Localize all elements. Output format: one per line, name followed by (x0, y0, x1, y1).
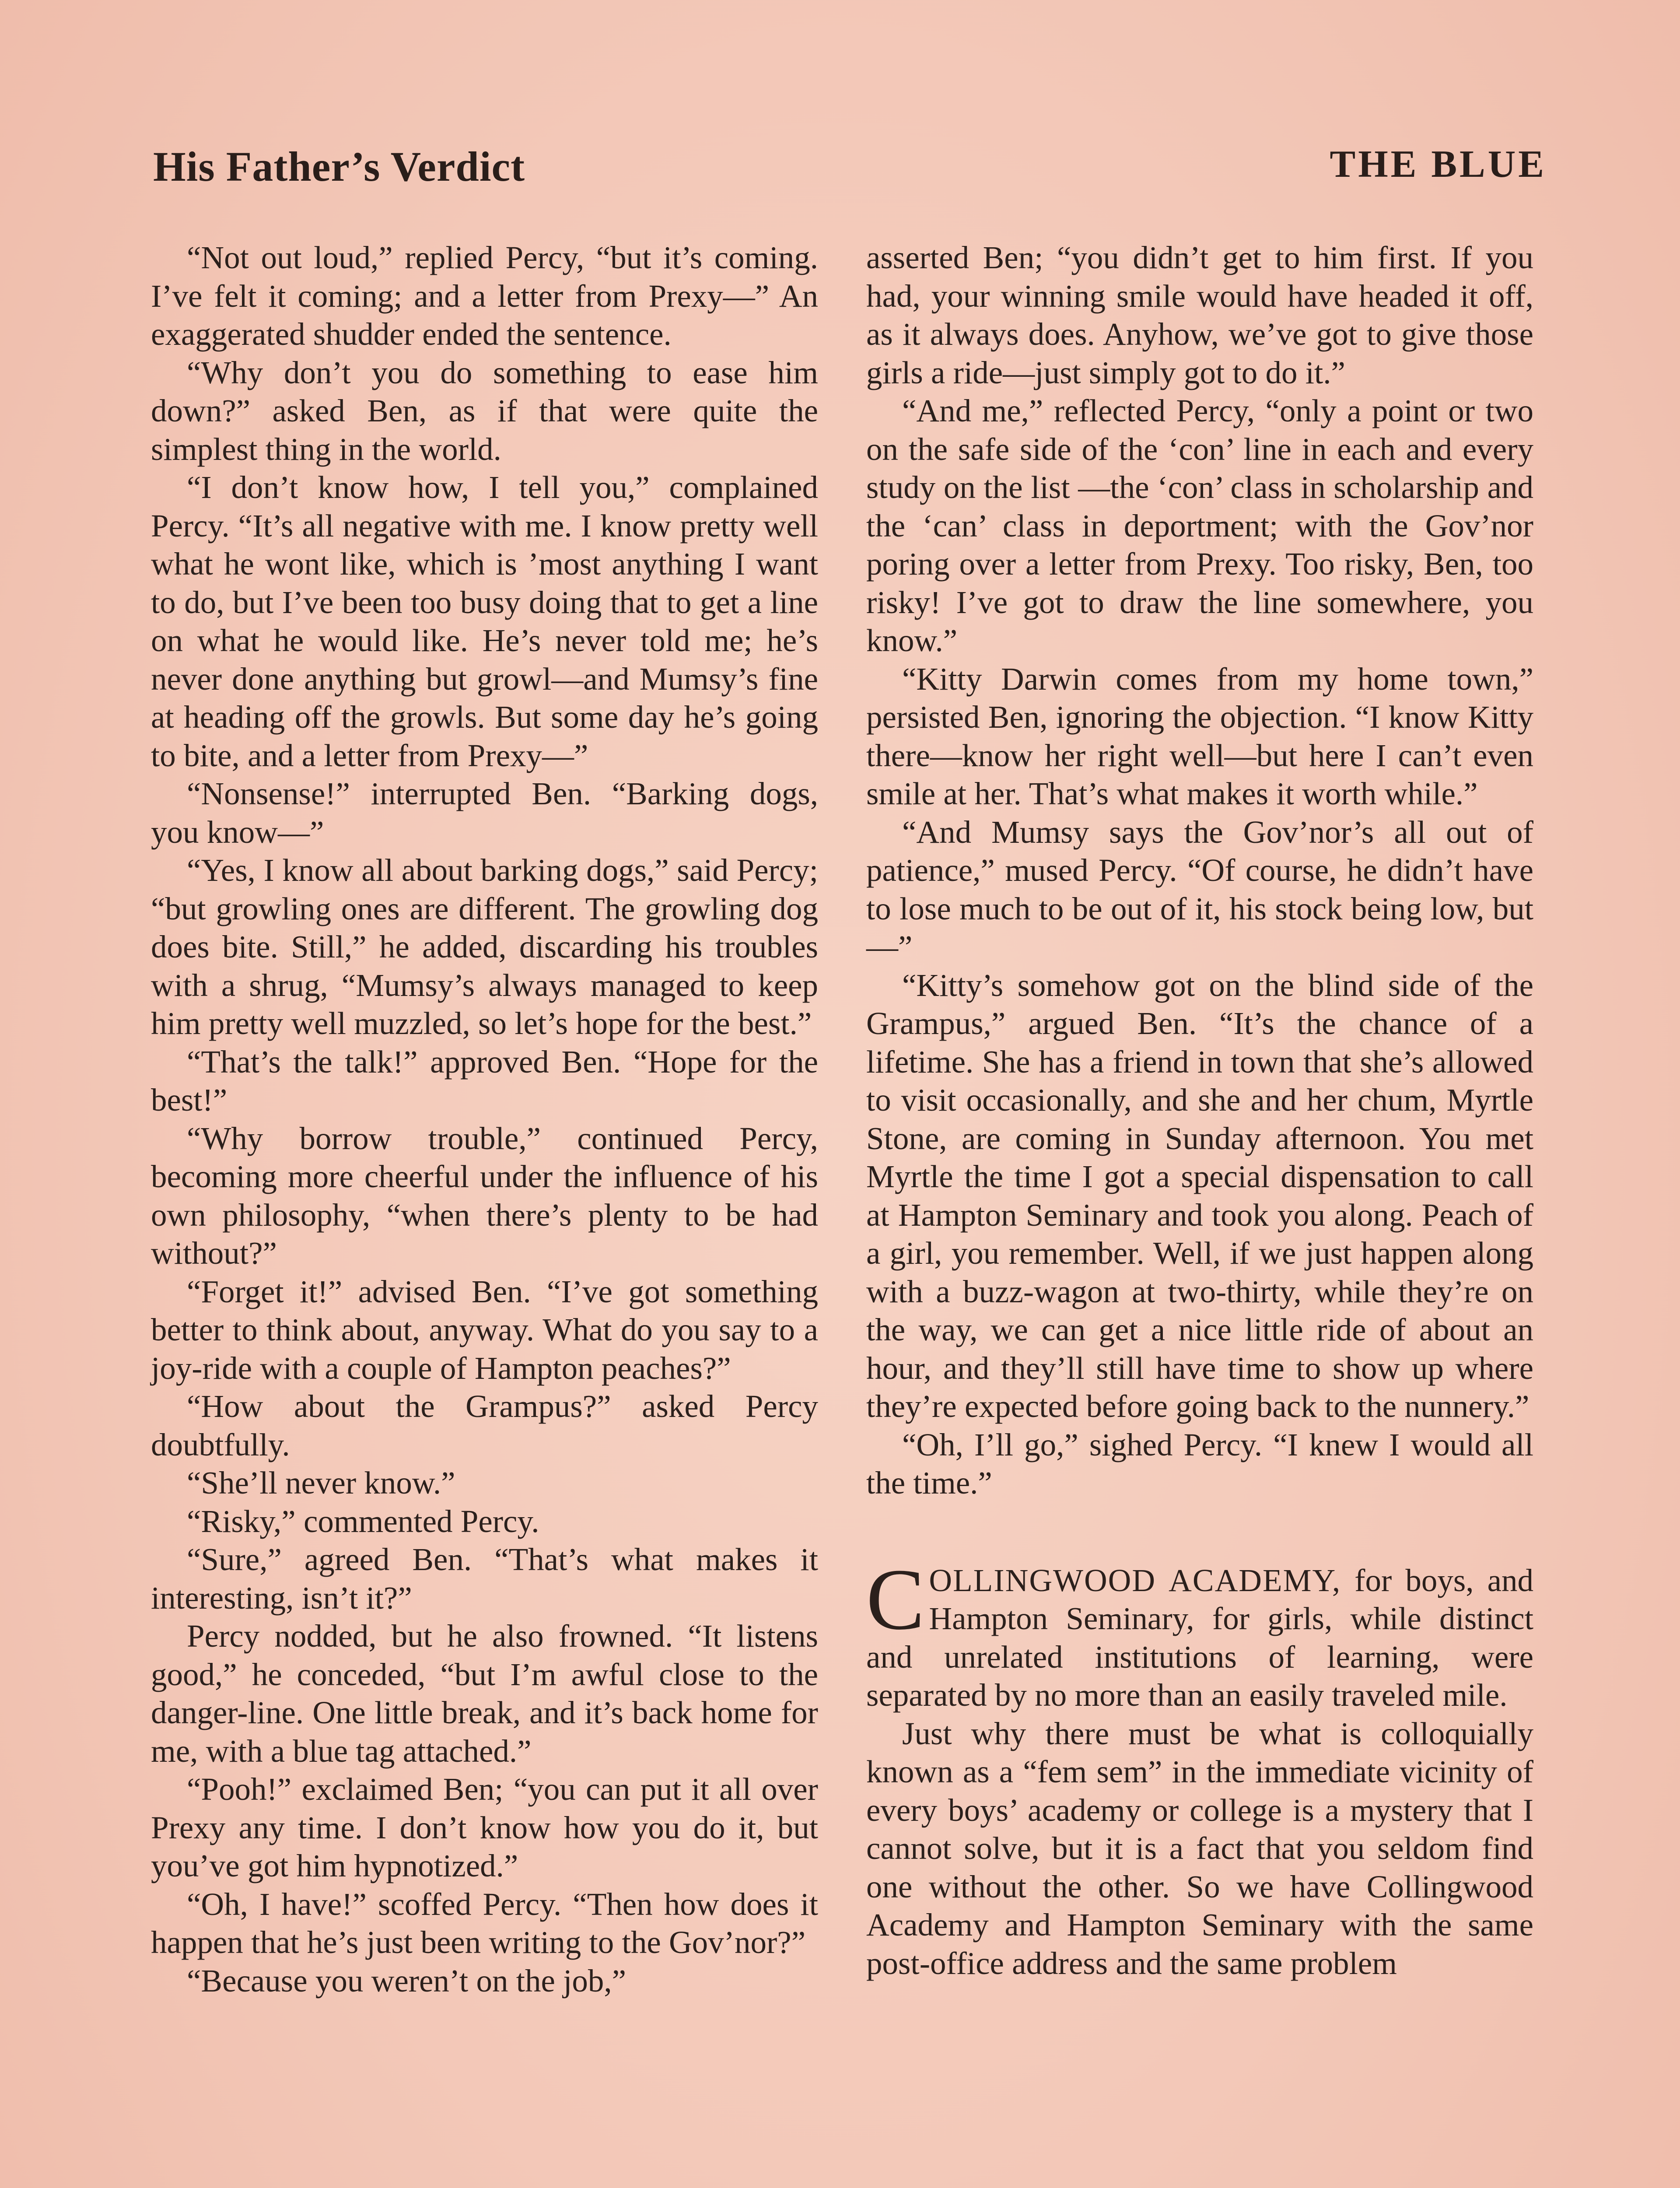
paragraph: Percy nodded, but he also frowned. “It listens good,” he conceded, “but I’m awful close to the danger-line. One little break, and it’s back home for me, with a blue tag attached.” (151, 1618, 818, 1769)
paragraph: “Why don’t you do something to ease him down?” asked Ben, as if that were quite the simplest thing in the world. (151, 354, 818, 467)
running-head-magazine-title: THE BLUE (1330, 143, 1547, 186)
paragraph: “She’ll never know.” (187, 1465, 455, 1501)
paragraph: “Because you weren’t on the job,” (187, 1963, 626, 1999)
paragraph: “Why borrow trouble,” continued Percy, becoming more cheerful under the influence of his own philosophy, “when there’s plenty to be had without?” (151, 1120, 818, 1271)
running-head-story-title: His Father’s Verdict (153, 143, 525, 190)
paragraph: “Risky,” commented Percy. (187, 1503, 539, 1539)
paragraph: Just why there must be what is colloquially known as a “fem sem” in the immediate vicinity of every boys’ academy or college is a mystery that I cannot solve, but it is a fact that you seldom find one without the other. So we have Collingwood Academy and Hampton Seminary with the same post-office address and the same problem (866, 1715, 1533, 1981)
paragraph: “Sure,” agreed Ben. “That’s what makes it interesting, isn’t it?” (151, 1542, 818, 1616)
section-lead-in: OLLINGWOOD ACADEMY, (929, 1562, 1341, 1598)
paragraph: “Kitty Darwin comes from my home town,” persisted Ben, ignoring the objection. “I know Kitty there—know her right well—but here I can’t even smile at her. That’s what makes it worth while.” (866, 661, 1533, 811)
section-text: for boys, and Hampton Seminary, for girls, while distinct and unrelated institutions of learning, were separated by no more than an easily traveled mile. (866, 1562, 1534, 1713)
section-opening-paragraph (866, 1551, 1534, 1715)
paragraph: “Oh, I’ll go,” sighed Percy. “I knew I would all the time.” (866, 1427, 1533, 1501)
left-text-column (151, 238, 818, 2000)
drop-cap: C (866, 1551, 925, 1648)
paragraph: “And me,” reflected Percy, “only a point or two on the safe side of the ‘con’ line in each and every study on the list —the ‘con’ class in scholarship and the ‘can’ class in deportment; with the Gov’nor poring over a letter from Prexy. Too risky, Ben, too risky! I’ve got to draw the line somewhere, you know.” (866, 393, 1533, 658)
paragraph: “I don’t know how, I tell you,” complained Percy. “It’s all negative with me. I know pretty well what he wont like, which is ’most anything I want to do, but I’ve been too busy doing that to get a line on what he would like. He’s never told me; he’s never done anything but growl—and Mumsy’s fine at heading off the growls. But some day he’s going to bite, and a letter from Prexy—” (151, 470, 818, 773)
paragraph: “Pooh!” exclaimed Ben; “you can put it all over Prexy any time. I don’t know how you do it, but you’ve got him hypnotized.” (151, 1771, 818, 1883)
paragraph: “Kitty’s somehow got on the blind side of the Grampus,” argued Ben. “It’s the chance of a lifetime. She has a friend in town that she’s allowed to visit occasionally, and she and her chum, Myrtle Stone, are coming in Sunday afternoon. You met Myrtle the time I got a special dispensation to call at Hampton Seminary and took you along. Peach of a girl, you remember. Well, if we just happen along with a buzz-wagon at two-thirty, while they’re on the way, we can get a nice little ride of about an hour, and they’ll still have time to show up where they’re expected before going back to the nunnery.” (866, 967, 1533, 1424)
right-text-column (866, 238, 1533, 1982)
paragraph: “That’s the talk!” approved Ben. “Hope for the best!” (151, 1044, 818, 1118)
paragraph: “Nonsense!” interrupted Ben. “Barking dogs, you know—” (151, 776, 818, 850)
paragraph: “Oh, I have!” scoffed Percy. “Then how does it happen that he’s just been writing to the Gov’nor?” (151, 1886, 818, 1960)
paragraph: “And Mumsy says the Gov’nor’s all out of patience,” mused Percy. “Of course, he didn’t have to lose much to be out of it, his stock being low, but—” (866, 814, 1533, 964)
paragraph: “How about the Grampus?” asked Percy doubtfully. (151, 1389, 818, 1462)
paragraph: “Yes, I know all about barking dogs,” said Percy; “but growling ones are different. The growling dog does bite. Still,” he added, discarding his troubles with a shrug, “Mumsy’s always managed to keep him pretty well muzzled, so let’s hope for the best.” (151, 852, 818, 1041)
paragraph: “Not out loud,” replied Percy, “but it’s coming. I’ve felt it coming; and a letter from Prexy—” An exaggerated shudder ended the sentence. (151, 240, 818, 352)
paragraph: “Forget it!” advised Ben. “I’ve got something better to think about, anyway. What do you say to a joy-ride with a couple of Hampton peaches?” (151, 1273, 818, 1386)
paragraph-continuation: asserted Ben; “you didn’t get to him first. If you had, your winning smile would have headed it off, as it always does. Anyhow, we’ve got to give those girls a ride—just simply got to do it.” (866, 240, 1533, 390)
